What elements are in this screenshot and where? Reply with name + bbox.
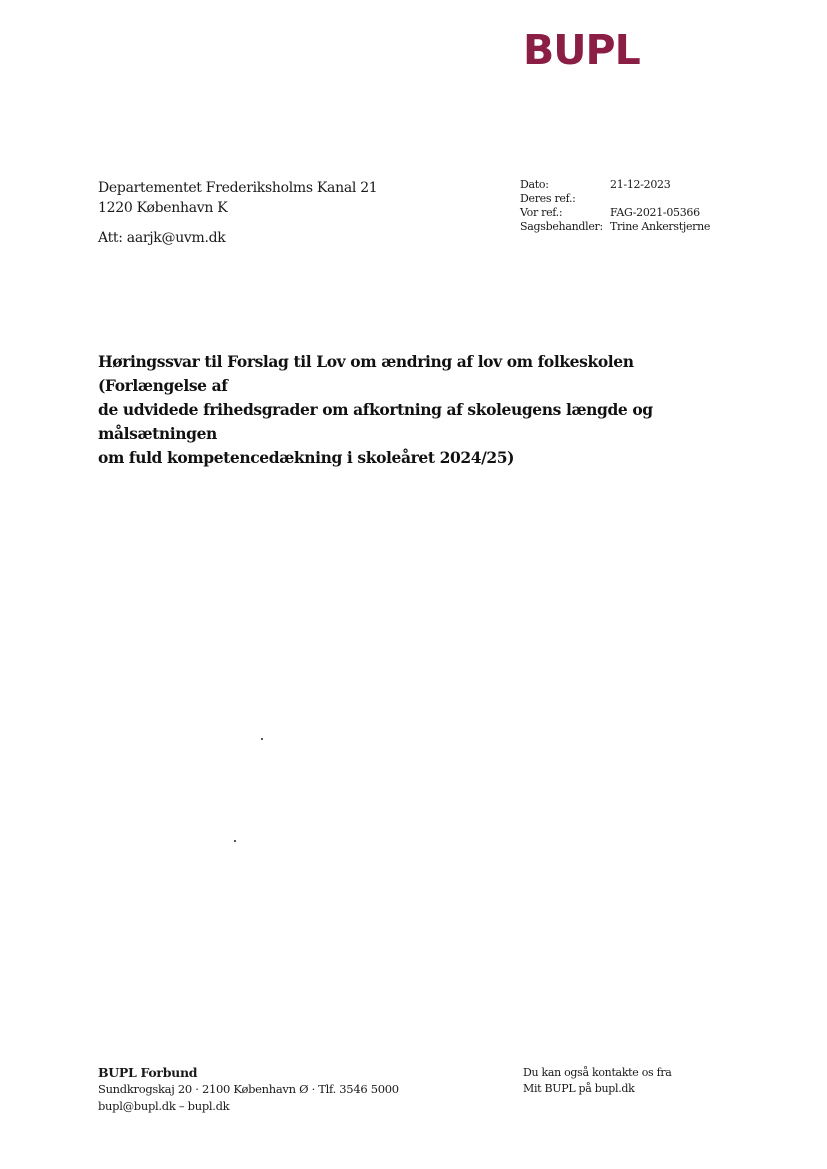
- footer-organization: [98, 1064, 399, 1115]
- stray-dot: [234, 840, 236, 842]
- footer-note-line-2: Mit BUPL på bupl.dk: [523, 1082, 635, 1095]
- footer-address: Sundkrogskaj 20 · 2100 København Ø · Tlf. 3546 5000: [98, 1082, 399, 1096]
- subject-line-3: om fuld kompetencedækning i skoleåret 2024/25): [98, 448, 515, 467]
- footer-org-name: BUPL Forbund: [98, 1065, 198, 1080]
- stray-dot: [261, 738, 263, 740]
- footer-note-line-1: Du kan også kontakte os fra: [523, 1066, 672, 1079]
- meta-row-case-handler: [520, 220, 710, 234]
- subject-line-1: Høringssvar til Forslag til Lov om ændring af lov om folkeskolen (Forlængelse af: [98, 352, 634, 395]
- recipient-line-1: Departementet Frederiksholms Kanal 21: [98, 180, 378, 196]
- bupl-logo: BUPL: [523, 26, 640, 74]
- footer-contact-note: [523, 1065, 672, 1097]
- meta-row-their-ref: [520, 192, 710, 206]
- recipient-att: Att: aarjk@uvm.dk: [98, 230, 226, 246]
- meta-value: FAG-2021-05366: [610, 206, 700, 219]
- meta-row-our-ref: [520, 206, 710, 220]
- footer-contact: bupl@bupl.dk – bupl.dk: [98, 1099, 230, 1113]
- subject-line-2: de udvidede frihedsgrader om afkortning af skoleugens længde og målsætningen: [98, 400, 653, 443]
- meta-label: Sagsbehandler:: [520, 220, 603, 233]
- letter-meta: [520, 178, 710, 234]
- meta-label: Vor ref.:: [520, 206, 563, 219]
- recipient-line-2: 1220 København K: [98, 200, 228, 216]
- meta-label: Deres ref.:: [520, 192, 576, 205]
- meta-value: Trine Ankerstjerne: [610, 220, 711, 233]
- meta-row-date: [520, 178, 710, 192]
- meta-label: Dato:: [520, 178, 549, 191]
- subject-heading: [98, 350, 738, 470]
- meta-value: 21-12-2023: [610, 178, 671, 191]
- recipient-address: [98, 178, 377, 248]
